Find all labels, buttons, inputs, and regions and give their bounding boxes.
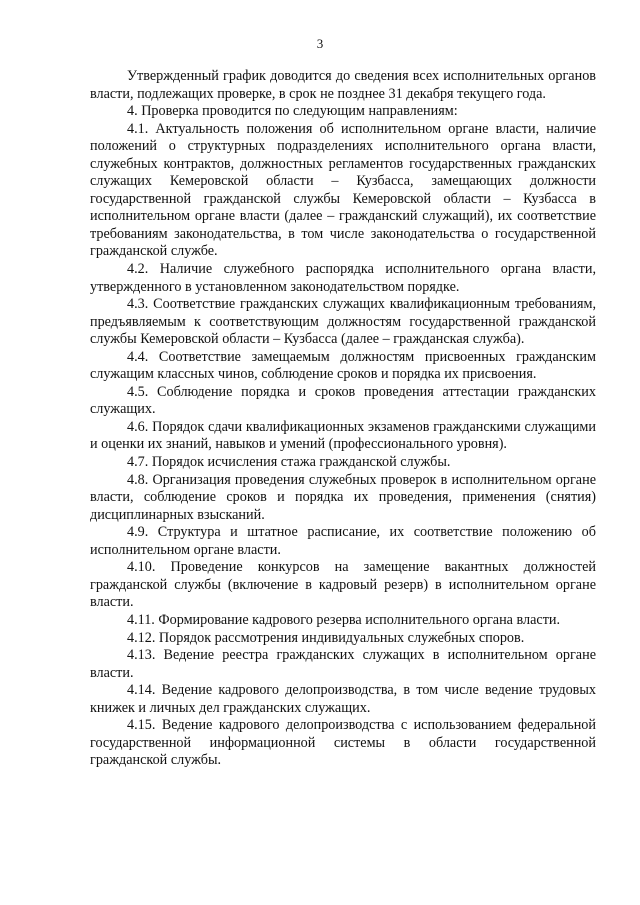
- paragraph-4-15: 4.15. Ведение кадрового делопроизводства с использованием федеральной государственной информационной системы в области государственной гражданской службы.: [90, 717, 596, 769]
- paragraph-4-2: 4.2. Наличие служебного распорядка исполнительного органа власти, утвержденного в установленном законодательством порядке.: [90, 261, 596, 295]
- page-number: 3: [316, 36, 324, 51]
- paragraph-4-11: 4.11. Формирование кадрового резерва исполнительного органа власти.: [127, 611, 561, 628]
- paragraph-4-4: 4.4. Соответствие замещаемым должностям присвоенных гражданским служащим классных чинов, соблюдение сроков и порядка их присвоения.: [90, 348, 596, 383]
- paragraph-4-3: 4.3. Соответствие гражданских служащих квалификационным требованиям, предъявляемым к соответствующим должностям государственной гражданской службы Кемеровской области – Кузбасса (далее – гражданская служба).: [90, 296, 596, 348]
- paragraph-4-6: 4.6. Порядок сдачи квалификационных экзаменов гражданскими служащими и оценки их знаний, навыков и умений (профессионального уровня).: [90, 418, 596, 453]
- paragraph-section-4-heading: 4. Проверка проводится по следующим направлениям:: [127, 103, 458, 120]
- paragraph-4-5: 4.5. Соблюдение порядка и сроков проведения аттестации гражданских служащих.: [90, 383, 596, 418]
- paragraph-4-14: 4.14. Ведение кадрового делопроизводства, в том числе ведение трудовых книжек и личных дел гражданских служащих.: [90, 682, 596, 716]
- document-body: [90, 68, 596, 770]
- paragraph-4-10: 4.10. Проведение конкурсов на замещение вакантных должностей гражданской службы (включение в кадровый резерв) в исполнительном органе власти.: [90, 559, 596, 611]
- paragraph-4-1: 4.1. Актуальность положения об исполнительном органе власти, наличие положений о структурных подразделениях исполнительного органа власти, служебных контрактов, должностных регламентов государственных гражданских служащих Кемеровской области – Кузбасса, замещающих должности государственной гражданской службы Кемеровской области – Кузбасса в исполнительном органе власти (далее – гражданский служащий), их соответствие требованиям законодательства, в том числе законодательства о государственной гражданской службе.: [90, 120, 596, 260]
- paragraph-4-7: 4.7. Порядок исчисления стажа гражданской службы.: [127, 454, 451, 471]
- paragraph-4-13: 4.13. Ведение реестра гражданских служащих в исполнительном органе власти.: [90, 647, 596, 681]
- paragraph-4-12: 4.12. Порядок рассмотрения индивидуальных служебных споров.: [127, 629, 525, 646]
- paragraph-schedule-notice: Утвержденный график доводится до сведения всех исполнительных органов власти, подлежащих проверке, в срок не позднее 31 декабря текущего года.: [90, 68, 596, 102]
- paragraph-4-8: 4.8. Организация проведения служебных проверок в исполнительном органе власти, соблюдение сроков и порядка их проведения, применения (снятия) дисциплинарных взысканий.: [90, 471, 596, 523]
- paragraph-4-9: 4.9. Структура и штатное расписание, их соответствие положению об исполнительном органе власти.: [90, 524, 596, 558]
